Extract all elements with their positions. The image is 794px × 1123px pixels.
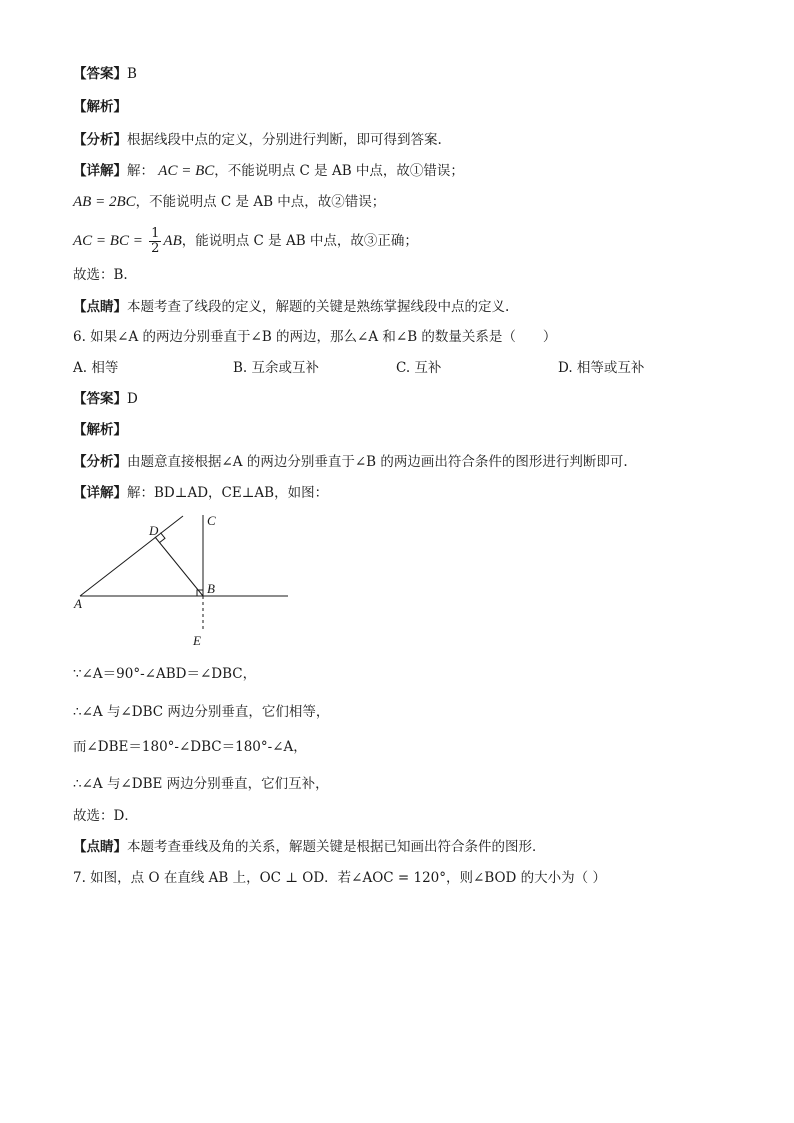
step1-text: ，不能说明点 C 是 AB 中点，故①错误； xyxy=(214,163,464,179)
q6-reason-4: ∴∠A 与∠DBE 两边分别垂直，它们互补， xyxy=(73,776,329,792)
answer-tag: 【答案】 xyxy=(73,391,127,407)
comment-tag: 【点睛】 xyxy=(73,839,127,855)
fenxi-tag: 【分析】 xyxy=(73,132,127,148)
step2-math: AB = 2BC xyxy=(73,194,136,210)
q6-option-c: C. 互补 xyxy=(396,360,442,376)
fenxi-text: 根据线段中点的定义，分别进行判断，即可得到答案. xyxy=(127,132,442,148)
step3-math-right: AB xyxy=(163,233,182,249)
q6-option-b: B. 互余或互补 xyxy=(233,360,320,376)
step3-text: ，能说明点 C 是 AB 中点，故③正确； xyxy=(181,233,418,249)
fenxi-tag: 【分析】 xyxy=(73,454,127,470)
detail-lead: 解： xyxy=(127,163,154,179)
line-ad xyxy=(80,516,183,596)
fenxi-text: 由题意直接根据∠A 的两边分别垂直于∠B 的两边画出符合条件的图形进行判断即可. xyxy=(127,454,628,470)
label-c: C xyxy=(207,513,216,528)
answer-tag: 【答案】 xyxy=(73,66,127,82)
comment-tag: 【点睛】 xyxy=(73,299,127,315)
detail-tag: 【详解】 xyxy=(73,485,127,501)
q6-reason-3: 而∠DBE＝180°-∠DBC＝180°-∠A， xyxy=(73,739,307,755)
comment-text: 本题考查了线段的定义，解题的关键是熟练掌握线段中点的定义. xyxy=(127,299,510,315)
detail-text: 解：BD⊥AD，CE⊥AB，如图： xyxy=(127,485,329,501)
label-e: E xyxy=(193,633,201,648)
step2-text: ，不能说明点 C 是 AB 中点，故②错误； xyxy=(135,194,386,210)
q6-stem: 6. 如果∠A 的两边分别垂直于∠B 的两边，那么∠A 和∠B 的数量关系是（ ） xyxy=(73,329,557,345)
comment-text: 本题考查垂线及角的关系，解题关键是根据已知画出符合条件的图形． xyxy=(127,839,546,855)
q7-stem: 7. 如图，点 O 在直线 AB 上，OC ⊥ OD．若∠AOC = 120°，则∠BOD 的大小为（ ） xyxy=(73,870,606,886)
step3-math-left: AC = BC = xyxy=(73,233,143,249)
q6-option-a: A. 相等 xyxy=(73,360,119,376)
label-b: B xyxy=(207,581,215,596)
answer-value: B xyxy=(127,66,137,82)
q6-comment-line xyxy=(73,837,546,857)
line-bd xyxy=(155,537,203,596)
label-d: D xyxy=(149,523,159,538)
q5-analysis-tag: 【解析】 xyxy=(73,99,127,115)
q6-reason-1: ∵∠A＝90°-∠ABD＝∠DBC， xyxy=(73,666,257,682)
q6-choose: 故选：D． xyxy=(73,808,138,824)
q6-option-d: D. 相等或互补 xyxy=(558,360,645,376)
answer-value: D xyxy=(127,391,138,407)
q6-analysis-tag: 【解析】 xyxy=(73,422,127,438)
step1-math: AC = BC xyxy=(158,163,215,179)
q6-reason-2: ∴∠A 与∠DBC 两边分别垂直，它们相等， xyxy=(73,704,330,720)
fraction-one-half: $\frac{1}{2}$ xyxy=(151,226,160,256)
detail-tag: 【详解】 xyxy=(73,163,127,179)
label-a: A xyxy=(74,596,82,611)
q5-choose: 故选：B. xyxy=(73,267,128,283)
